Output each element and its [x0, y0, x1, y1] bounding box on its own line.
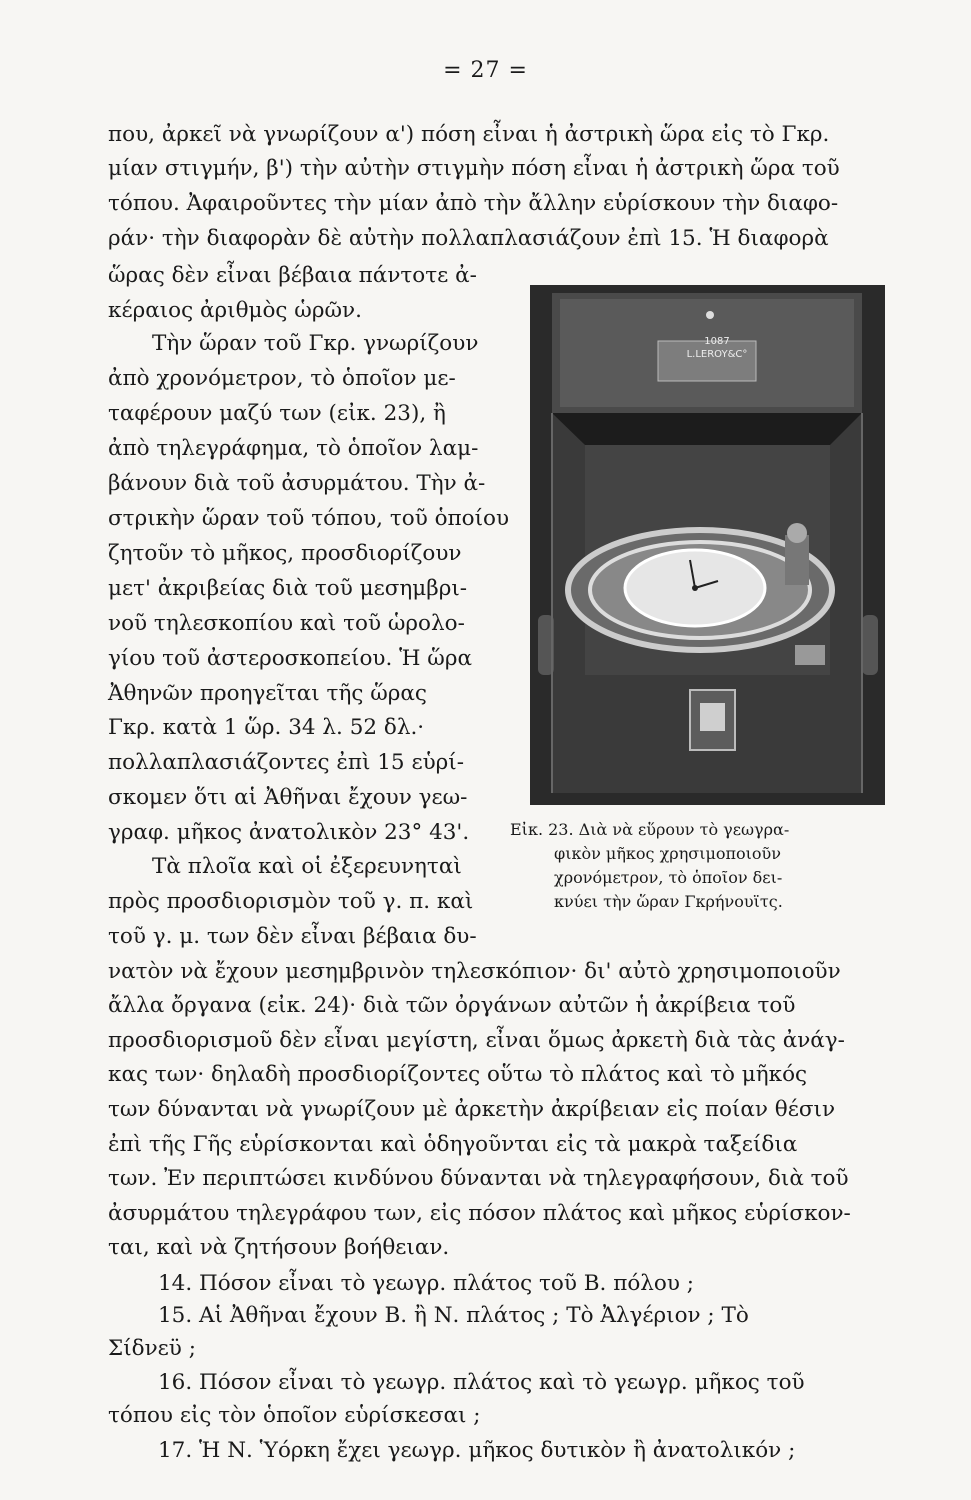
nameplate-maker: L.LEROY&C°	[686, 349, 748, 360]
text-line: ἀσυρμάτου τηλεγράφου των, εἰς πόσον πλάτος καὶ μῆκος εὑρίσκον-	[108, 1201, 851, 1226]
text-line: γίου τοῦ ἀστεροσκοπείου. Ἡ ὥρα	[108, 646, 472, 671]
text-line: ἀπὸ χρονόμετρον, τὸ ὁποῖον με-	[108, 366, 456, 391]
text-line: ἄλλα ὄργανα (εἰκ. 24)· διὰ τῶν ὀργάνων αὐτῶν ἡ ἀκρίβεια τοῦ	[108, 993, 796, 1018]
text-line: προσδιορισμοῦ δὲν εἶναι μεγίστη, εἶναι ὅμως ἀρκετὴ διὰ τὰς ἀνάγ-	[108, 1028, 845, 1053]
chronometer-nameplate	[672, 335, 762, 361]
question-item: 16. Πόσον εἶναι τὸ γεωγρ. πλάτος καὶ τὸ γεωγρ. μῆκος τοῦ	[158, 1370, 805, 1395]
text-line: βάνουν διὰ τοῦ ἀσυρμάτου. Τὴν ἀ-	[108, 471, 486, 496]
question-item: 14. Πόσον εἶναι τὸ γεωγρ. πλάτος τοῦ Β. πόλου ;	[158, 1271, 695, 1296]
page-number: = 27 =	[443, 58, 528, 83]
caption-line: κνύει τὴν ὥραν Γκρήνουϊτς.	[554, 892, 783, 911]
figure-caption	[510, 818, 880, 914]
question-item: 17. Ἡ Ν. Ὑόρκη ἔχει γεωγρ. μῆκος δυτικὸν ἢ ἀνατολικόν ;	[158, 1438, 796, 1463]
text-line: που, ἀρκεῖ νὰ γνωρίζουν α') πόση εἶναι ἡ ἀστρικὴ ὥρα εἰς τὸ Γκρ.	[108, 122, 830, 147]
text-line: πολλαπλασιάζοντες ἐπὶ 15 εὑρί-	[108, 750, 464, 775]
text-line: σκομεν ὅτι αἱ Ἀθῆναι ἔχουν γεω-	[108, 785, 468, 810]
caption-line: χρονόμετρον, τὸ ὁποῖον δει-	[554, 868, 783, 887]
nameplate-number: 1087	[704, 336, 730, 347]
text-line: των δύνανται νὰ γνωρίζουν μὲ ἀρκετὴν ἀκρίβειαν εἰς ποίαν θέσιν	[108, 1097, 836, 1122]
text-line: ζητοῦν τὸ μῆκος, προσδιορίζουν	[108, 541, 462, 566]
text-line: ράν· τὴν διαφορὰν δὲ αὐτὴν πολλαπλασιάζουν ἐπὶ 15. Ἡ διαφορὰ	[108, 226, 829, 251]
text-line: μίαν στιγμήν, β') τὴν αὐτὴν στιγμὴν πόση εἶναι ἡ ἀστρικὴ ὥρα τοῦ	[108, 156, 840, 181]
text-line: μετ' ἀκριβείας διὰ τοῦ μεσημβρι-	[108, 576, 468, 601]
text-line: κέραιος ἀριθμὸς ὡρῶν.	[108, 298, 362, 323]
question-item: 15. Αἱ Ἀθῆναι ἔχουν Β. ἢ Ν. πλάτος ; Τὸ Ἀλγέριον ; Τὸ	[158, 1303, 749, 1328]
text-line: ὥρας δὲν εἶναι βέβαια πάντοτε ἀ-	[108, 263, 477, 288]
text-line: νατὸν νὰ ἔχουν μεσημβρινὸν τηλεσκόπιον· δι' αὐτὸ χρησιμοποιοῦν	[108, 959, 841, 984]
text-line: ἐπὶ τῆς Γῆς εὑρίσκονται καὶ ὁδηγοῦνται εἰς τὰ μακρὰ ταξείδια	[108, 1132, 798, 1157]
chronometer-box-illustration	[530, 285, 885, 805]
text-line: ταφέρουν μαζύ των (εἰκ. 23), ἢ	[108, 401, 446, 426]
text-line: των. Ἐν περιπτώσει κινδύνου δύνανται νὰ τηλεγραφήσουν, διὰ τοῦ	[108, 1166, 849, 1191]
question-item-continued: Σίδνεϋ ;	[108, 1336, 196, 1361]
chronometer-figure	[530, 285, 885, 805]
text-line: νοῦ τηλεσκοπίου καὶ τοῦ ὡρολο-	[108, 611, 465, 636]
text-line: ἀπὸ τηλεγράφημα, τὸ ὁποῖον λαμ-	[108, 436, 479, 461]
caption-line: Εἰκ. 23. Διὰ νὰ εὕρουν τὸ γεωγρα-	[510, 820, 790, 839]
text-line: στρικὴν ὥραν τοῦ τόπου, τοῦ ὁποίου	[108, 506, 510, 531]
caption-line: φικὸν μῆκος χρησιμοποιοῦν	[554, 844, 782, 863]
text-line: Ἀθηνῶν προηγεῖται τῆς ὥρας	[108, 681, 427, 706]
text-line: ται, καὶ νὰ ζητήσουν βοήθειαν.	[108, 1235, 450, 1260]
question-item-continued: τόπου εἰς τὸν ὁποῖον εὑρίσκεσαι ;	[108, 1403, 481, 1428]
text-line: κας των· δηλαδὴ προσδιορίζοντες οὕτω τὸ πλάτος καὶ τὸ μῆκός	[108, 1062, 808, 1087]
text-line: πρὸς προσδιορισμὸν τοῦ γ. π. καὶ	[108, 889, 474, 914]
text-line: Γκρ. κατὰ 1 ὥρ. 34 λ. 52 δλ.·	[108, 715, 425, 740]
text-line: Τὴν ὥραν τοῦ Γκρ. γνωρίζουν	[152, 331, 479, 356]
text-line: τόπου. Ἀφαιροῦντες τὴν μίαν ἀπὸ τὴν ἄλλην εὑρίσκουν τὴν διαφο-	[108, 191, 839, 216]
text-line: γραφ. μῆκος ἀνατολικὸν 23° 43'.	[108, 820, 470, 845]
text-line: Τὰ πλοῖα καὶ οἱ ἐξερευνηταὶ	[152, 854, 462, 879]
text-line: τοῦ γ. μ. των δὲν εἶναι βέβαια δυ-	[108, 924, 477, 949]
